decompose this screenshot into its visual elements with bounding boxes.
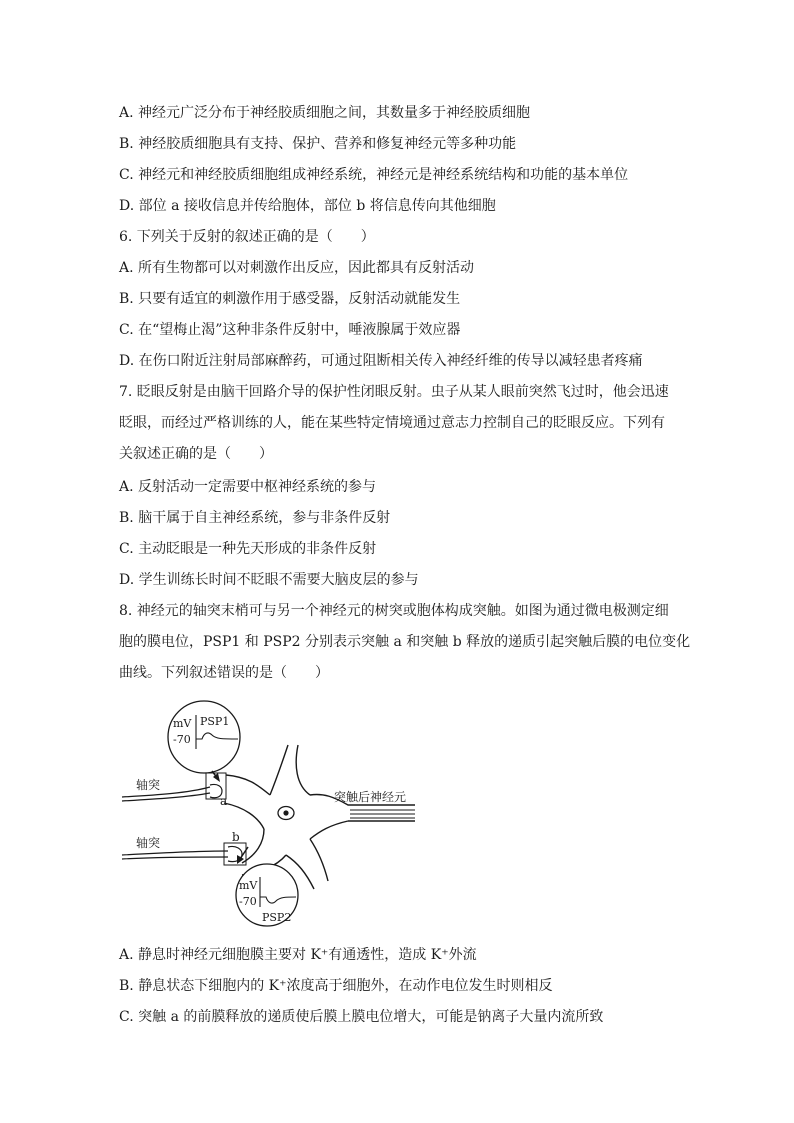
psp1-unit: mV	[173, 717, 192, 730]
axon-label-top: 轴突	[136, 778, 161, 792]
q7-stem-line-1: 7. 眨眼反射是由脑干回路介导的保护性闭眼反射。虫子从某人眼前突然飞过时，他会迅速	[119, 384, 669, 400]
psp2-electrode-circle	[236, 864, 298, 926]
q5-option-a: A. 神经元广泛分布于神经胶质细胞之间，其数量多于神经胶质细胞	[119, 105, 531, 121]
q6-option-c: C. 在“望梅止渴”这种非条件反射中，唾液腺属于效应器	[119, 322, 461, 338]
q8-stem-line-3: 曲线。下列叙述错误的是（ ）	[119, 665, 329, 681]
psp2-resting: -70	[239, 895, 257, 908]
q8-stem-line-2: 胞的膜电位，PSP1 和 PSP2 分别表示突触 a 和突触 b 释放的递质引起突触后膜的电位变化	[119, 634, 691, 650]
postsynaptic-label: 突触后神经元	[334, 790, 407, 804]
postsynaptic-axon-lines	[350, 810, 415, 818]
q8-option-a: A. 静息时神经元细胞膜主要对 K⁺有通透性，造成 K⁺外流	[119, 947, 477, 963]
psp2-unit: mV	[239, 879, 258, 892]
q8-option-b: B. 静息状态下细胞内的 K⁺浓度高于细胞外，在动作电位发生时则相反	[119, 978, 553, 994]
q7-stem-line-2: 眨眼，而经过严格训练的人，能在某些特定情境通过意志力控制自己的眨眼反应。下列有	[119, 415, 665, 431]
synapse-diagram	[118, 697, 418, 929]
psp2-label: PSP2	[262, 911, 292, 924]
axon-label-bottom: 轴突	[136, 836, 161, 850]
q6-stem: 6. 下列关于反射的叙述正确的是（ ）	[119, 229, 375, 245]
q8-stem-line-1: 8. 神经元的轴突末梢可与另一个神经元的树突或胞体构成突触。如图为通过微电极测定细	[119, 603, 669, 619]
psp1-label: PSP1	[200, 715, 230, 728]
q5-option-d: D. 部位 a 接收信息并传给胞体，部位 b 将信息传向其他细胞	[119, 198, 496, 214]
q7-option-c: C. 主动眨眼是一种先天形成的非条件反射	[119, 541, 377, 557]
q6-option-d: D. 在伤口附近注射局部麻醉药，可通过阻断相关传入神经纤维的传导以减轻患者疼痛	[119, 353, 643, 369]
q5-option-b: B. 神经胶质细胞具有支持、保护、营养和修复神经元等多种功能	[119, 136, 517, 152]
q7-option-d: D. 学生训练长时间不眨眼不需要大脑皮层的参与	[119, 572, 419, 588]
psp1-resting: -70	[173, 733, 191, 746]
q8-option-c: C. 突触 a 的前膜释放的递质使后膜上膜电位增大，可能是钠离子大量内流所致	[119, 1009, 604, 1025]
q7-stem-line-3: 关叙述正确的是（ ）	[119, 446, 273, 462]
q6-option-b: B. 只要有适宜的刺激作用于感受器，反射活动就能发生	[119, 291, 461, 307]
psp1-electrode-circle	[168, 701, 240, 773]
q7-option-b: B. 脑干属于自主神经系统，参与非条件反射	[119, 510, 391, 526]
synapse-a-label: a	[220, 794, 228, 808]
synapse-b-label: b	[232, 830, 240, 844]
q5-option-c: C. 神经元和神经胶质细胞组成神经系统，神经元是神经系统结构和功能的基本单位	[119, 167, 629, 183]
q7-option-a: A. 反射活动一定需要中枢神经系统的参与	[119, 479, 377, 495]
nucleus	[278, 807, 294, 820]
q6-option-a: A. 所有生物都可以对刺激作出反应，因此都具有反射活动	[119, 260, 475, 276]
